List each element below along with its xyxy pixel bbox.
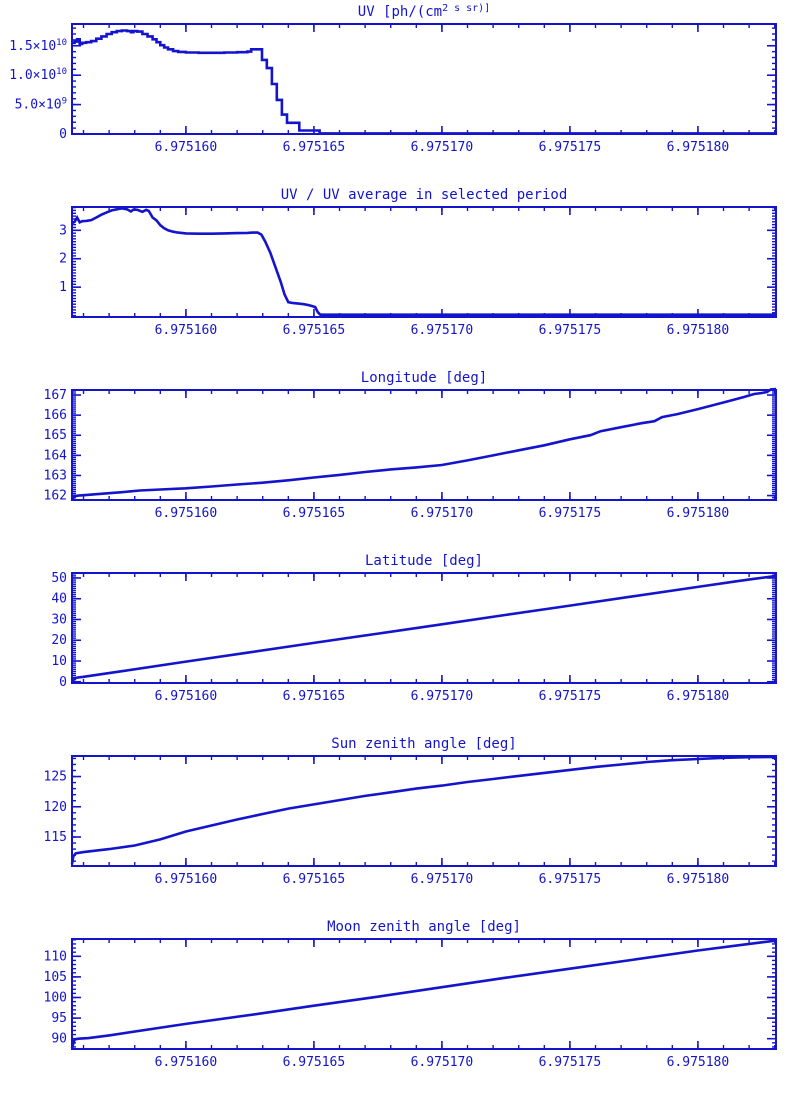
chart-title: UV [$ph/(cm^{2 s sr)]}$	[357, 3, 491, 20]
x-tick-label: 6.975160	[154, 506, 218, 521]
y-tick-label: 50	[51, 570, 67, 586]
x-tick-label: 6.975175	[538, 506, 602, 521]
y-tick-label: 30	[51, 612, 67, 628]
x-tick-label: 6.975170	[410, 140, 474, 155]
y-tick-label: 100	[43, 990, 67, 1006]
y-tick-label: 90	[51, 1031, 67, 1047]
y-tick-label: 20	[51, 633, 67, 649]
longitude-chart	[0, 366, 800, 549]
longitude-chart-svg	[0, 366, 800, 549]
x-tick-label: 6.975180	[666, 140, 730, 155]
major-tick-marks	[72, 390, 776, 500]
x-tick-label: 6.975165	[282, 323, 346, 338]
x-tick-label: 6.975175	[538, 689, 602, 704]
latitude-chart	[0, 549, 800, 732]
data-series-line	[72, 576, 776, 683]
x-tick-label: 6.975175	[538, 1055, 602, 1070]
chart-title: Moon zenith angle [deg]	[327, 919, 521, 935]
x-tick-label: 6.975175	[538, 140, 602, 155]
y-tick-label: 162	[43, 488, 67, 504]
uv-ratio-chart-svg	[0, 183, 800, 366]
y-tick-label: 105	[43, 969, 67, 985]
major-tick-marks	[72, 756, 776, 866]
y-tick-label: $1.0\times 10^{10}$	[9, 67, 67, 84]
x-tick-label: 6.975175	[538, 323, 602, 338]
y-tick-label: 166	[43, 408, 67, 424]
plot-frame	[72, 24, 776, 134]
y-tick-label: 1	[59, 280, 67, 296]
y-tick-label: 0	[59, 674, 67, 690]
plot-frame	[72, 390, 776, 500]
major-tick-marks	[72, 207, 776, 317]
moon-zenith-chart	[0, 915, 800, 1098]
x-tick-label: 6.975170	[410, 323, 474, 338]
x-tick-label: 6.975170	[410, 689, 474, 704]
tick-marks	[72, 756, 776, 866]
y-tick-label: 110	[43, 949, 67, 965]
x-tick-label: 6.975160	[154, 872, 218, 887]
x-tick-label: 6.975165	[282, 140, 346, 155]
y-tick-label: 164	[43, 448, 67, 464]
data-series-line	[72, 389, 776, 499]
x-tick-label: 6.975170	[410, 872, 474, 887]
x-tick-label: 6.975160	[154, 323, 218, 338]
y-tick-label: 3	[59, 223, 67, 239]
x-tick-label: 6.975170	[410, 1055, 474, 1070]
chart-title: Latitude [deg]	[364, 553, 484, 569]
x-tick-label: 6.975165	[282, 1055, 346, 1070]
x-tick-label: 6.975180	[666, 323, 730, 338]
y-tick-label: 10	[51, 654, 67, 669]
latitude-chart-svg	[0, 549, 800, 732]
data-series-line	[72, 31, 776, 134]
x-tick-label: 6.975160	[154, 1055, 218, 1070]
uv-chart-svg	[0, 0, 800, 183]
data-series-line	[72, 208, 776, 314]
data-series-line	[72, 941, 776, 1049]
sun-zenith-chart-svg	[0, 732, 800, 915]
y-tick-label: 0	[59, 127, 67, 142]
y-tick-label: 120	[43, 799, 67, 815]
y-tick-label: 167	[43, 388, 67, 404]
moon-zenith-chart-svg	[0, 915, 800, 1098]
sun-zenith-chart	[0, 732, 800, 915]
x-tick-label: 6.975160	[154, 140, 218, 155]
x-tick-label: 6.975180	[666, 872, 730, 887]
plot-frame	[72, 756, 776, 866]
major-tick-marks	[72, 24, 776, 134]
y-tick-label: 40	[51, 591, 67, 607]
chart-title: Longitude [deg]	[360, 370, 488, 386]
y-tick-label: 163	[43, 468, 67, 484]
y-tick-label: $5.0\times 10^9$	[14, 96, 67, 113]
x-tick-label: 6.975175	[538, 872, 602, 887]
data-series-line	[72, 757, 776, 864]
tick-marks	[72, 390, 776, 500]
uv-chart	[0, 0, 800, 183]
tick-marks	[72, 24, 776, 134]
y-tick-label: 125	[43, 769, 67, 785]
y-tick-label: 165	[43, 428, 67, 444]
x-tick-label: 6.975170	[410, 506, 474, 521]
y-tick-label: $1.5\times 10^{10}$	[9, 37, 67, 54]
tick-marks	[72, 207, 776, 317]
x-tick-label: 6.975165	[282, 689, 346, 704]
x-tick-label: 6.975180	[666, 1055, 730, 1070]
chart-title: Sun zenith angle [deg]	[331, 736, 517, 752]
uv-ratio-chart	[0, 183, 800, 366]
x-tick-label: 6.975180	[666, 506, 730, 521]
x-tick-label: 6.975165	[282, 872, 346, 887]
plot-frame	[72, 207, 776, 317]
y-tick-label: 115	[43, 829, 67, 845]
x-tick-label: 6.975160	[154, 689, 218, 704]
y-tick-label: 95	[51, 1011, 67, 1027]
y-tick-label: 2	[59, 251, 67, 267]
x-tick-label: 6.975165	[282, 506, 346, 521]
chart-title: UV / UV average in selected period	[280, 187, 568, 203]
x-tick-label: 6.975180	[666, 689, 730, 704]
